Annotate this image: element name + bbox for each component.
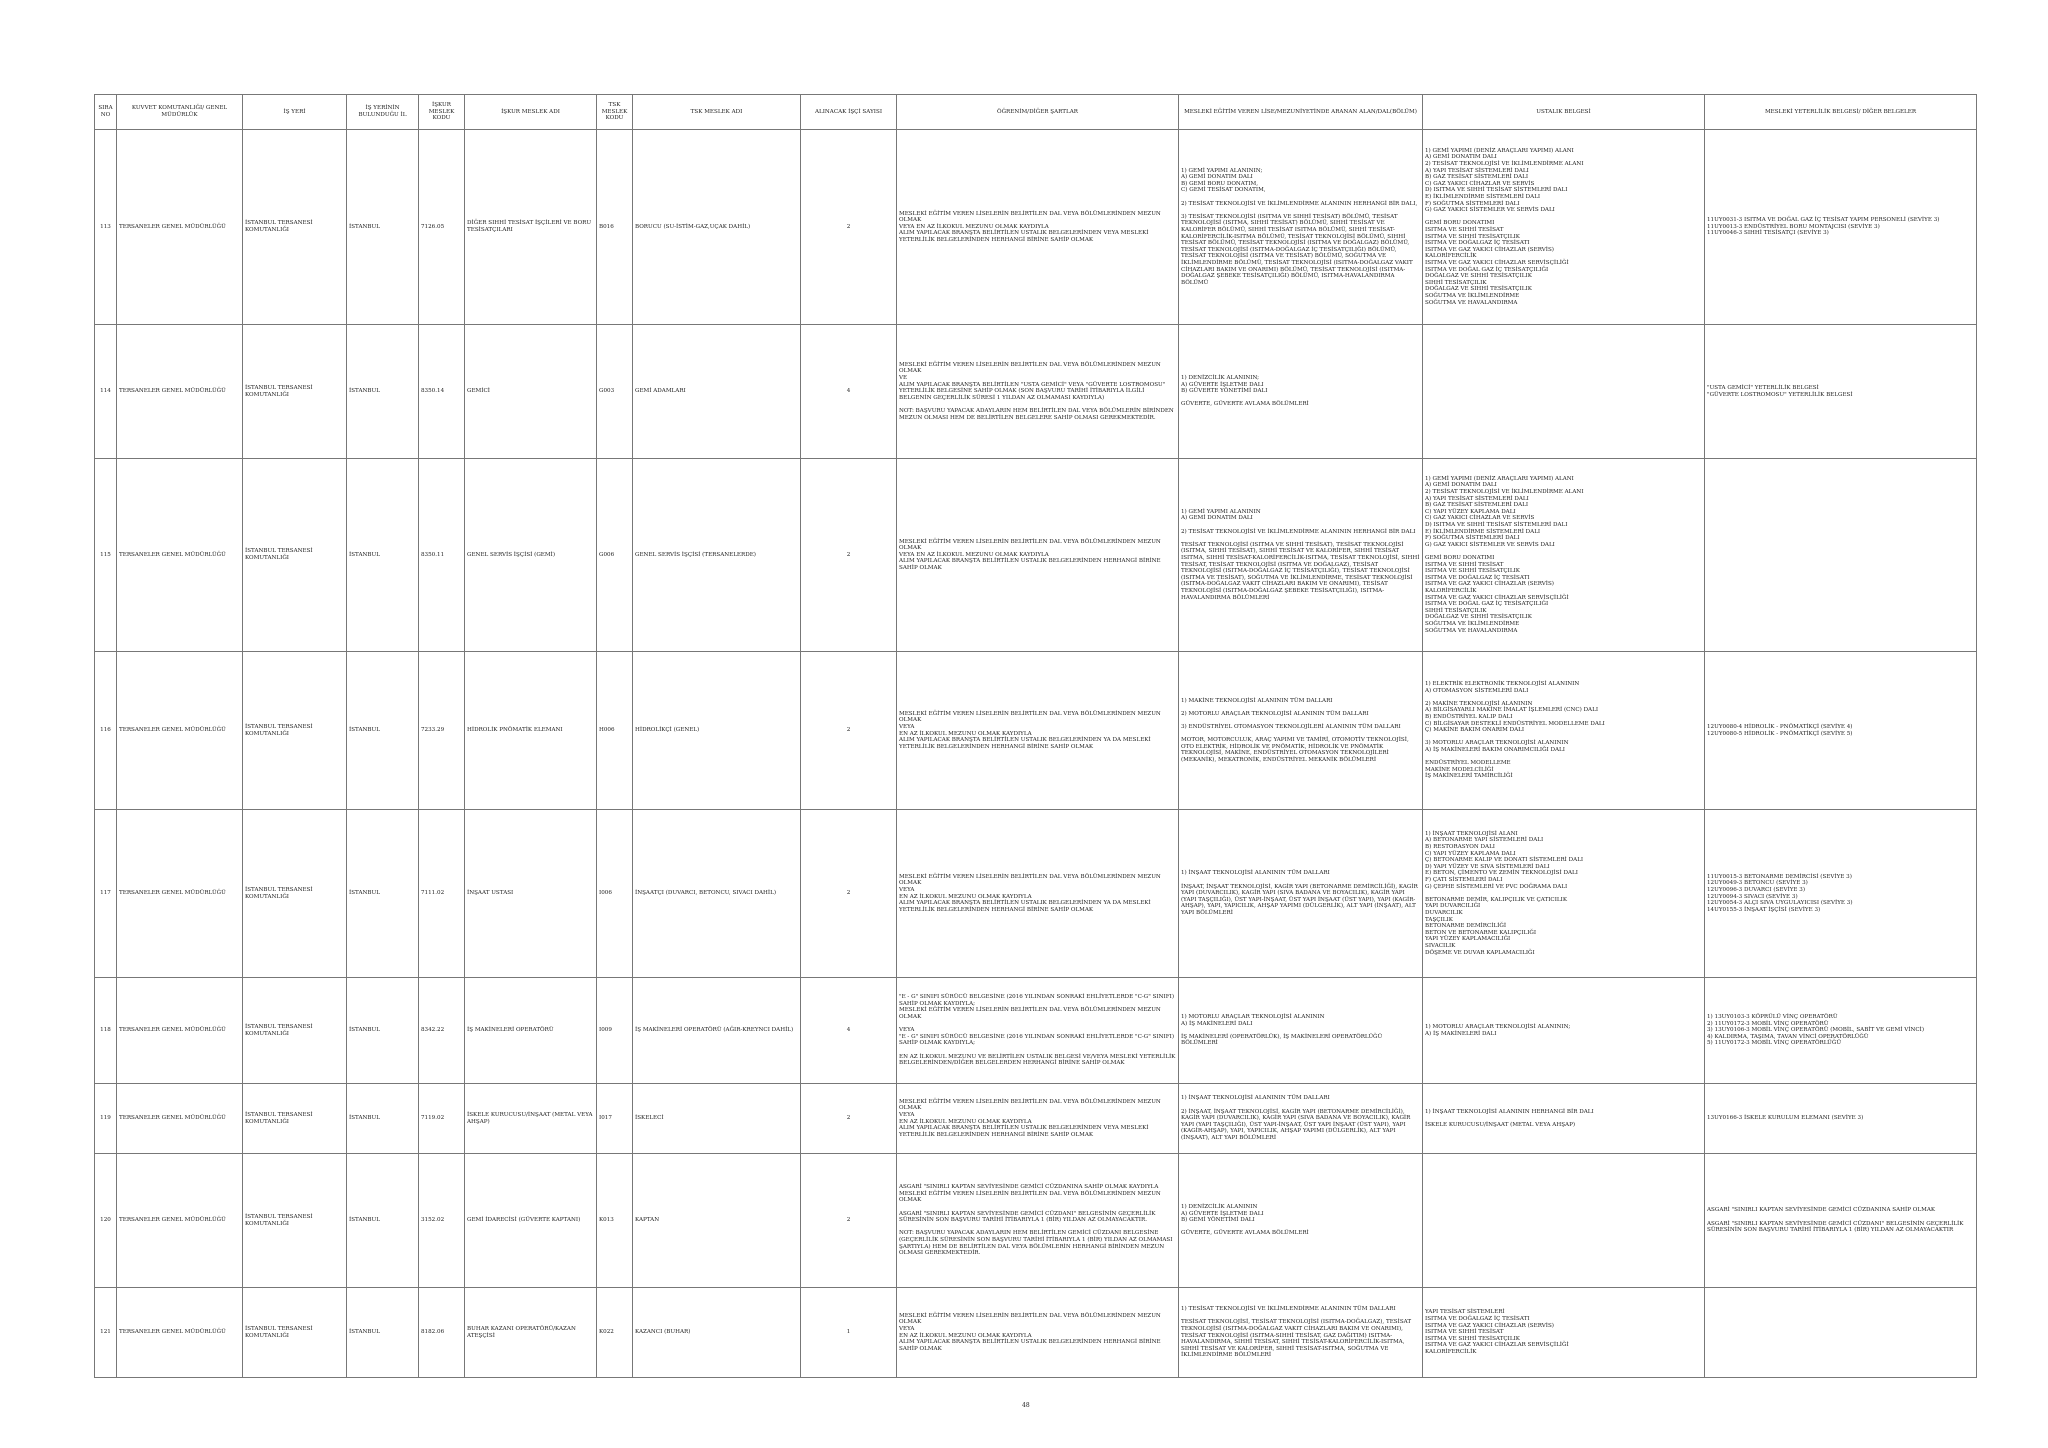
- cell-ustalik: 1) İNŞAAT TEKNOLOJİSİ ALANININ HERHANGİ BİR DALI İSKELE KURUCUSU/İNŞAAT (METAL VEYA AHŞAP): [1423, 1084, 1705, 1154]
- cell-il: İSTANBUL: [347, 1288, 419, 1378]
- cell-ogrenim: MESLEKİ EĞİTİM VEREN LİSELERİN BELİRTİLEN DAL VEYA BÖLÜMLERİNDEN MEZUN OLMAK VEYA EN AZ İLKOKUL MEZUNU OLMAK KAYDIYLA ALIM YAPILACAK BRANŞTA BELİRTİLEN USTALIK BELGELERİNDEN HERHANGİ BİRİNE SAHİP OLMAK: [897, 1288, 1179, 1378]
- cell-sayi: 4: [801, 978, 897, 1084]
- cell-ustalik: 1) İNŞAAT TEKNOLOJİSİ ALANI A) BETONARME YAPI SİSTEMLERİ DALI B) RESTORASYON DALI C) YAPI YÜZEY KAPLAMA DALI Ç) BETONARME KALIP VE DONATI SİSTEMLERİ DALI D) YAPI YÜZEY VE SIVA SİSTEMLERİ DALI E) BETON, ÇİMENTO VE ZEMİN TEKNOLOJİSİ DALI F) ÇATI SİSTEMLERİ DALI G) ÇEPHE SİSTEMLERİ VE PVC DOĞRAMA DALI BETONARME DEMİR, KALIPÇILIK VE ÇATICILIK YAPI DUVARCILIĞI DUVARCILIK TAŞÇILIK BETONARME DEMİRCİLİĞİ BETON VE BETONARME KALIPÇILIĞI YAPI YÜZEY KAPLAMACILIĞI SIVACILIK DÖŞEME VE DUVAR KAPLAMACILIĞI: [1423, 810, 1705, 978]
- cell-iskur-ad: DİĞER SIHHİ TESİSAT İŞÇİLERİ VE BORU TESİSATÇILARI: [465, 130, 597, 325]
- cell-isyeri: İSTANBUL TERSANESİ KOMUTANLIĞI: [243, 130, 347, 325]
- document-sheet: [94, 94, 1976, 1378]
- cell-iskur-ad: HİDROLİK PNÖMATİK ELEMANI: [465, 652, 597, 810]
- cell-tsk-kod: I017: [597, 1084, 633, 1154]
- cell-tsk-ad: BORUCU (SU-İSTİM-GAZ,UÇAK DAHİL): [633, 130, 801, 325]
- cell-alan: 1) DENİZCİLİK ALANININ; A) GÜVERTE İŞLETME DALI B) GÜVERTE YÖNETİMİ DALI GÜVERTE, GÜVERTE AVLAMA BÖLÜMLERİ: [1179, 325, 1423, 459]
- cell-komutanlik: TERSANELER GENEL MÜDÜRLÜĞÜ: [117, 810, 243, 978]
- cell-isyeri: İSTANBUL TERSANESİ KOMUTANLIĞI: [243, 978, 347, 1084]
- cell-alan: 1) MOTORLU ARAÇLAR TEKNOLOJİSİ ALANININ A) İŞ MAKİNELERİ DALI İŞ MAKİNELERİ (OPERATÖRLÜK), İŞ MAKİNELERİ OPERATÖRLÜĞÜ BÖLÜMLERİ: [1179, 978, 1423, 1084]
- cell-iskur-ad: BUHAR KAZANI OPERATÖRÜ/KAZAN ATEŞÇİSİ: [465, 1288, 597, 1378]
- cell-tsk-ad: İŞ MAKİNELERİ OPERATÖRÜ (AĞIR-KREYNCI DAHİL): [633, 978, 801, 1084]
- cell-sira: 115: [95, 459, 117, 652]
- cell-sayi: 2: [801, 130, 897, 325]
- cell-isyeri: İSTANBUL TERSANESİ KOMUTANLIĞI: [243, 652, 347, 810]
- cell-il: İSTANBUL: [347, 978, 419, 1084]
- cell-komutanlik: TERSANELER GENEL MÜDÜRLÜĞÜ: [117, 325, 243, 459]
- cell-alan: 1) DENİZCİLİK ALANININ A) GÜVERTE İŞLETME DALI B) GEMİ YÖNETİMİ DALI GÜVERTE, GÜVERTE AVLAMA BÖLÜMLERİ: [1179, 1154, 1423, 1288]
- cell-ustalik: [1423, 1154, 1705, 1288]
- cell-iskur-ad: İNŞAAT USTASI: [465, 810, 597, 978]
- cell-komutanlik: TERSANELER GENEL MÜDÜRLÜĞÜ: [117, 459, 243, 652]
- cell-ogrenim: ASGARİ "SINIRLI KAPTAN SEVİYESİNDE GEMİCİ CÜZDANINA SAHİP OLMAK KAYDIYLA MESLEKİ EĞİTİM VEREN LİSELERİN BELİRTİLEN DAL VEYA BÖLÜMLERİNDEN MEZUN OLMAK ASGARİ "SINIRLI KAPTAN SEVİYESİNDE GEMİCİ CÜZDANI" BELGESİNİN GEÇERLİLİK SÜRESİNİN SON BAŞVURU TARİHİ İTİBARIYLA 1 (BİR) YILDAN AZ OLMAYACAKTIR. NOT: BAŞVURU YAPACAK ADAYLARIN HEM BELİRTİLEN GEMİCİ CÜZDANI BELGESİNE (GEÇERLİLİK SÜRESİNİN SON BAŞVURU TARİHİ İTİBARIYLA 1 (BİR) YILDAN AZ OLMAMASI ŞARTIYLA) HEM DE BELİRTİLEN DAL VEYA BÖLÜMLERİN HERHANGİ BİRİNDEN MEZUN OLMASI GEREKMEKTEDİR.: [897, 1154, 1179, 1288]
- cell-iskur-kod: 8350.11: [419, 459, 465, 652]
- cell-isyeri: İSTANBUL TERSANESİ KOMUTANLIĞI: [243, 810, 347, 978]
- table-row: [95, 1154, 1977, 1288]
- header-tsk-ad: TSK MESLEK ADI: [633, 95, 801, 130]
- cell-tsk-kod: K013: [597, 1154, 633, 1288]
- cell-iskur-kod: 8182.06: [419, 1288, 465, 1378]
- cell-tsk-kod: B016: [597, 130, 633, 325]
- cell-yeterlilik: ASGARİ "SINIRLI KAPTAN SEVİYESİNDE GEMİCİ CÜZDANINA SAHİP OLMAK ASGARİ "SINIRLI KAPTAN SEVİYESİNDE GEMİCİ CÜZDANI" BELGESİNİN GEÇERLİLİK SÜRESİNİN SON BAŞVURU TARİHİ İTİBARIYLA 1 (BİR) YILDAN AZ OLMAYACAKTIR: [1705, 1154, 1977, 1288]
- table-row: [95, 652, 1977, 810]
- cell-yeterlilik: "USTA GEMİCİ" YETERLİLİK BELGESİ "GÜVERTE LOSTROMOSU" YETERLİLİK BELGESİ: [1705, 325, 1977, 459]
- cell-sira: 119: [95, 1084, 117, 1154]
- header-iskur-kod: İŞKUR MESLEK KODU: [419, 95, 465, 130]
- cell-alan: 1) İNŞAAT TEKNOLOJİSİ ALANININ TÜM DALLARI İNŞAAT, İNŞAAT TEKNOLOJİSİ, KAGİR YAPI (BETONARME DEMİRCİLİĞİ), KAGİR YAPI (DUVARCILIK), KAGİR YAPI (SIVA BADANA VE BOYACILIK), KAGİR YAPI (YAPI TAŞÇILIĞI), ÜST YAPI-İNŞAAT, ÜST YAPI İNŞAAT (ÜST YAPI), YAPI (KAGİR-AHŞAP), YAPI, YAPICILIK, AHŞAP YAPIMI (DÜLGERLİK), ALT YAPI (İNŞAAT), ALT YAPI BÖLÜMLERİ: [1179, 810, 1423, 978]
- table-row: [95, 130, 1977, 325]
- cell-sayi: 2: [801, 810, 897, 978]
- cell-komutanlik: TERSANELER GENEL MÜDÜRLÜĞÜ: [117, 978, 243, 1084]
- cell-il: İSTANBUL: [347, 810, 419, 978]
- cell-alan: 1) İNŞAAT TEKNOLOJİSİ ALANININ TÜM DALLARI 2) İNŞAAT, İNŞAAT TEKNOLOJİSİ, KAGİR YAPI (BETONARME DEMİRCİLİĞİ), KAGİR YAPI (DUVARCILIK), KAGİR YAPI (SIVA BADANA VE BOYACILIK), KAGİR YAPI (YAPI TAŞÇILIĞI), ÜST YAPI-İNŞAAT, ÜST YAPI İNŞAAT (ÜST YAPI), YAPI (KAGİR-AHŞAP), YAPI, YAPICILIK, AHŞAP YAPIMI (DÜLGERLİK), ALT YAPI (İNŞAAT), ALT YAPI BÖLÜMLERİ: [1179, 1084, 1423, 1154]
- cell-komutanlik: TERSANELER GENEL MÜDÜRLÜĞÜ: [117, 1084, 243, 1154]
- cell-tsk-ad: KAZANCI (BUHAR): [633, 1288, 801, 1378]
- cell-sira: 117: [95, 810, 117, 978]
- cell-ustalik: YAPI TESİSAT SİSTEMLERİ ISITMA VE DOĞALGAZ İÇ TESİSATI ISITMA VE GAZ YAKICI CİHAZLAR (SERVİS) ISITMA VE SIHHİ TESİSAT ISITMA VE SIHHİ TESİSATÇILIK ISITMA VE GAZ YAKICI CİHAZLAR SERVİSÇİLİĞİ KALORİFERCİLİK: [1423, 1288, 1705, 1378]
- cell-alan: 1) GEMİ YAPIMI ALANININ A) GEMİ DONATIM DALI 2) TESİSAT TEKNOLOJİSİ VE İKLİMLENDİRME ALANININ HERHANGİ BİR DALI TESİSAT TEKNOLOJİSİ (ISITMA VE SIHHİ TESİSAT), TESİSAT TEKNOLOJİSİ (ISITMA, SIHHİ TESİSAT), SIHHİ TESİSAT VE KALORİFER, SIHHİ TESİSAT ISITMA, SIHHİ TESİSAT-KALORİFERCİLİK-ISITMA, TESİSAT TEKNOLOJİSİ, SIHHİ TESİSAT, TESİSAT TEKNOLOJİSİ (ISITMA VE DOĞALGAZ), TESİSAT TEKNOLOJİSİ (ISITMA-DOĞALGAZ İÇ TESİSATÇILIĞI), TESİSAT TEKNOLOJİSİ (ISITMA VE TESİSAT), SOĞUTMA VE İKLİMLENDİRME, TESİSAT TEKNOLOJİSİ (ISITMA-DOĞALGAZ VAKIT CİHAZLARI BAKIM VE ONARIMI), TESİSAT TEKNOLOJİSİ (ISITMA-DOĞALGAZ ŞEBEKE TESİSATÇILIĞI), ISITMA-HAVALANDIRMA BÖLÜMLERİ: [1179, 459, 1423, 652]
- cell-sira: 118: [95, 978, 117, 1084]
- cell-ogrenim: MESLEKİ EĞİTİM VEREN LİSELERİN BELİRTİLEN DAL VEYA BÖLÜMLERİNDEN MEZUN OLMAK VE ALIM YAPILACAK BRANŞTA BELİRTİLEN "USTA GEMİCİ" VEYA "GÜVERTE LOSTROMOSU" YETERLİLİK BELGESİNE SAHİP OLMAK (SON BAŞVURU TARİHİ İTİBARIYLA İLGİLİ BELGENİN GEÇERLİLİK SÜRESİ 1 YILDAN AZ OLMAMASI KAYDIYLA) NOT: BAŞVURU YAPACAK ADAYLARIN HEM BELİRTİLEN DAL VEYA BÖLÜMLERİN BİRİNDEN MEZUN OLMASI HEM DE BELİRTİLEN BELGELERE SAHİP OLMASI GEREKMEKTEDİR.: [897, 325, 1179, 459]
- cell-tsk-ad: KAPTAN: [633, 1154, 801, 1288]
- header-alan: MESLEKİ EĞİTİM VEREN LİSE/MEZUNİYETİNDE ARANAN ALAN/DAL(BÖLÜM): [1179, 95, 1423, 130]
- cell-komutanlik: TERSANELER GENEL MÜDÜRLÜĞÜ: [117, 652, 243, 810]
- cell-tsk-kod: I006: [597, 810, 633, 978]
- cell-yeterlilik: 11UY0031-3 ISITMA VE DOĞAL GAZ İÇ TESİSAT YAPIM PERSONELİ (SEVİYE 3) 11UY0013-3 ENDÜSTRİYEL BORU MONTAJCISI (SEVİYE 3) 11UY0046-3 SIHHİ TESİSATÇI (SEVİYE 3): [1705, 130, 1977, 325]
- header-tsk-kod: TSK MESLEK KODU: [597, 95, 633, 130]
- cell-iskur-ad: İŞ MAKİNELERİ OPERATÖRÜ: [465, 978, 597, 1084]
- cell-iskur-kod: 7111.02: [419, 810, 465, 978]
- cell-tsk-kod: G003: [597, 325, 633, 459]
- cell-il: İSTANBUL: [347, 325, 419, 459]
- header-ogrenim: ÖĞRENİM/DİĞER ŞARTLAR: [897, 95, 1179, 130]
- cell-iskur-ad: GEMİCİ: [465, 325, 597, 459]
- cell-tsk-ad: İSKELECİ: [633, 1084, 801, 1154]
- table-header-row: [95, 95, 1977, 130]
- cell-sira: 114: [95, 325, 117, 459]
- cell-iskur-kod: 8350.14: [419, 325, 465, 459]
- cell-ogrenim: MESLEKİ EĞİTİM VEREN LİSELERİN BELİRTİLEN DAL VEYA BÖLÜMLERİNDEN MEZUN OLMAK VEYA EN AZ İLKOKUL MEZUNU OLMAK KAYDIYLA ALIM YAPILACAK BRANŞTA BELİRTİLEN USTALIK BELGELERİNDEN VEYA MESLEKİ YETERLİLİK BELGELERİNDEN HERHANGİ BİRİNE SAHİP OLMAK: [897, 1084, 1179, 1154]
- cell-tsk-kod: G006: [597, 459, 633, 652]
- cell-ogrenim: MESLEKİ EĞİTİM VEREN LİSELERİN BELİRTİLEN DAL VEYA BÖLÜMLERİNDEN MEZUN OLMAK VEYA EN AZ İLKOKUL MEZUNU OLMAK KAYDIYLA ALIM YAPILACAK BRANŞTA BELİRTİLEN USTALIK BELGELERİNDEN YA DA MESLEKİ YETERLİLİK BELGELERİNDEN HERHANGİ BİRİNE SAHİP OLMAK: [897, 652, 1179, 810]
- table-row: [95, 978, 1977, 1084]
- table-row: [95, 1084, 1977, 1154]
- table-row: [95, 1288, 1977, 1378]
- cell-ustalik: 1) MOTORLU ARAÇLAR TEKNOLOJİSİ ALANININ; A) İŞ MAKİNELERİ DALI: [1423, 978, 1705, 1084]
- cell-ustalik: [1423, 325, 1705, 459]
- cell-komutanlik: TERSANELER GENEL MÜDÜRLÜĞÜ: [117, 130, 243, 325]
- cell-sayi: 2: [801, 652, 897, 810]
- cell-il: İSTANBUL: [347, 1084, 419, 1154]
- cell-yeterlilik: [1705, 1288, 1977, 1378]
- cell-tsk-ad: GENEL SERVİS İŞÇİSİ (TERSANELERDE): [633, 459, 801, 652]
- cell-alan: 1) GEMİ YAPIMI ALANININ; A) GEMİ DONATIM DALI B) GEMİ BORU DONATIM, C) GEMİ TESİSAT DONATIM, 2) TESİSAT TEKNOLOJİSİ VE İKLİMLENDİRME ALANININ HERHANGİ BİR DALI, 3) TESİSAT TEKNOLOJİSİ (ISITMA VE SIHHİ TESİSAT) BÖLÜMÜ, TESİSAT TEKNOLOJİSİ (ISITMA, SIHHİ TESİSAT) BÖLÜMÜ, SIHHİ TESİSAT VE KALORİFER BÖLÜMÜ, SIHHİ TESİSAT ISITMA BÖLÜMÜ, SIHHİ TESİSAT-KALORİFERCİLİK-ISITMA BÖLÜMÜ, TESİSAT TEKNOLOJİSİ BÖLÜMÜ, SIHHİ TESİSAT BÖLÜMÜ, TESİSAT TEKNOLOJİSİ (ISITMA VE DOĞALGAZ) BÖLÜMÜ, TESİSAT TEKNOLOJİSİ (ISITMA-DOĞALGAZ İÇ TESİSATÇILIĞI) BÖLÜMÜ, TESİSAT TEKNOLOJİSİ (ISITMA VE TESİSAT) BÖLÜMÜ, SOĞUTMA VE İKLİMLENDİRME BÖLÜMÜ, TESİSAT TEKNOLOJİSİ (ISITMA-DOĞALGAZ VAKIT CİHAZLARI BAKIM VE ONARIMI) BÖLÜMÜ, TESİSAT TEKNOLOJİSİ (ISITMA-DOĞALGAZ ŞEBEKE TESİSATÇILIĞI) BÖLÜMÜ, ISITMA-HAVALANDIRMA BÖLÜMÜ: [1179, 130, 1423, 325]
- cell-sayi: 2: [801, 459, 897, 652]
- header-sira: SIRA NO: [95, 95, 117, 130]
- cell-tsk-ad: İNŞAATÇI (DUVARCI, BETONCU, SIVACI DAHİL): [633, 810, 801, 978]
- cell-iskur-kod: 7119.02: [419, 1084, 465, 1154]
- cell-yeterlilik: 12UY0080-4 HİDROLİK - PNÖMATİKÇİ (SEVİYE 4) 12UY0080-5 HİDROLİK - PNÖMATİKÇİ (SEVİYE 5): [1705, 652, 1977, 810]
- cell-ustalik: 1) ELEKTRİK ELEKTRONİK TEKNOLOJİSİ ALANININ A) OTOMASYON SİSTEMLERİ DALI 2) MAKİNE TEKNOLOJİSİ ALANININ A) BİLGİSAYARLI MAKİNE İMALAT İŞLEMLERİ (CNC) DALI B) ENDÜSTRİYEL KALIP DALI C) BİLGİSAYAR DESTEKLİ ENDÜSTRİYEL MODELLEME DALI Ç) MAKİNE BAKIM ONARIM DALI 3) MOTORLU ARAÇLAR TEKNOLOJİSİ ALANININ A) İŞ MAKİNELERİ BAKIM ONARIMCILIĞI DALI ENDÜSTRİYEL MODELLEME MAKİNE MODELCİLİĞİ İŞ MAKİNELERİ TAMİRCİLİĞİ: [1423, 652, 1705, 810]
- cell-alan: 1) MAKİNE TEKNOLOJİSİ ALANININ TÜM DALLARI 2) MOTORLU ARAÇLAR TEKNOLOJİSİ ALANININ TÜM DALLARI 3) ENDÜSTRİYEL OTOMASYON TEKNOLOJİLERİ ALANININ TÜM DALLARI MOTOR, MOTORCULUK, ARAÇ YAPIMI VE TAMİRİ, OTOMOTİV TEKNOLOJİSİ, OTO ELEKTRİK, HİDROLİK VE PNÖMATİK, HİDROLİK VE PNÖMATİK TEKNOLOJİSİ, MAKİNE, ENDÜSTRİYEL OTOMASYON TEKNOLOJİLERİ (MEKANİK), MEKATRONİK, ENDÜSTRİYEL MEKANİK BÖLÜMLERİ: [1179, 652, 1423, 810]
- cell-iskur-ad: İSKELE KURUCUSU/İNŞAAT (METAL VEYA AHŞAP): [465, 1084, 597, 1154]
- table-row: [95, 325, 1977, 459]
- header-isyeri: İŞ YERİ: [243, 95, 347, 130]
- cell-sira: 113: [95, 130, 117, 325]
- header-il: İŞ YERİNİN BULUNDUĞU İL: [347, 95, 419, 130]
- cell-alan: 1) TESİSAT TEKNOLOJİSİ VE İKLİMLENDİRME ALANININ TÜM DALLARI TESİSAT TEKNOLOJİSİ, TESİSAT TEKNOLOJİSİ (ISITMA-DOĞALGAZ), TESİSAT TEKNOLOJİSİ (ISITMA-DOĞALGAZ VAKIT CİHAZLARI BAKIM VE ONARIMI), TESİSAT TEKNOLOJİSİ (ISITMA-SIHHİ TESİSAT, GAZ DAĞITIM) ISITMA-HAVALANDIRMA, SIHHİ TESİSAT, SIHHİ TESİSAT-KALORİFERCİLİK-ISITMA, SIHHİ TESİSAT VE KALORİFER, SIHHİ TESİSAT-ISITMA, SOĞUTMA VE İKLİMLENDİRME BÖLÜMLERİ: [1179, 1288, 1423, 1378]
- cell-yeterlilik: 13UY0166-3 İSKELE KURULUM ELEMANI (SEVİYE 3): [1705, 1084, 1977, 1154]
- table-row: [95, 459, 1977, 652]
- page-number: 48: [1022, 1402, 1030, 1409]
- cell-komutanlik: TERSANELER GENEL MÜDÜRLÜĞÜ: [117, 1288, 243, 1378]
- cell-sayi: 4: [801, 325, 897, 459]
- cell-iskur-ad: GEMİ İDARECİSİ (GÜVERTE KAPTANI): [465, 1154, 597, 1288]
- cell-sira: 120: [95, 1154, 117, 1288]
- cell-iskur-ad: GENEL SERVİS İŞÇİSİ (GEMİ): [465, 459, 597, 652]
- cell-sayi: 1: [801, 1288, 897, 1378]
- cell-sayi: 2: [801, 1084, 897, 1154]
- cell-il: İSTANBUL: [347, 459, 419, 652]
- cell-isyeri: İSTANBUL TERSANESİ KOMUTANLIĞI: [243, 325, 347, 459]
- cell-sira: 121: [95, 1288, 117, 1378]
- cell-iskur-kod: 7233.29: [419, 652, 465, 810]
- cell-isyeri: İSTANBUL TERSANESİ KOMUTANLIĞI: [243, 459, 347, 652]
- cell-il: İSTANBUL: [347, 652, 419, 810]
- header-sayi: ALINACAK İŞÇİ SAYISI: [801, 95, 897, 130]
- cell-yeterlilik: [1705, 459, 1977, 652]
- cell-iskur-kod: 7126.05: [419, 130, 465, 325]
- cell-sayi: 2: [801, 1154, 897, 1288]
- header-komutanlik: KUVVET KOMUTANLIĞI/ GENEL MÜDÜRLÜK: [117, 95, 243, 130]
- cell-il: İSTANBUL: [347, 1154, 419, 1288]
- job-listing-table: [94, 94, 1977, 1378]
- cell-il: İSTANBUL: [347, 130, 419, 325]
- header-ustalik: USTALIK BELGESİ: [1423, 95, 1705, 130]
- cell-isyeri: İSTANBUL TERSANESİ KOMUTANLIĞI: [243, 1288, 347, 1378]
- cell-ogrenim: MESLEKİ EĞİTİM VEREN LİSELERİN BELİRTİLEN DAL VEYA BÖLÜMLERİNDEN MEZUN OLMAK VEYA EN AZ İLKOKUL MEZUNU OLMAK KAYDIYLA ALIM YAPILACAK BRANŞTA BELİRTİLEN USTALIK BELGELERİNDEN HERHANGİ BİRİNE SAHİP OLMAK: [897, 459, 1179, 652]
- cell-tsk-kod: H006: [597, 652, 633, 810]
- cell-tsk-kod: K022: [597, 1288, 633, 1378]
- cell-iskur-kod: 8342.22: [419, 978, 465, 1084]
- cell-ogrenim: MESLEKİ EĞİTİM VEREN LİSELERİN BELİRTİLEN DAL VEYA BÖLÜMLERİNDEN MEZUN OLMAK VEYA EN AZ İLKOKUL MEZUNU OLMAK KAYDIYLA ALIM YAPILACAK BRANŞTA BELİRTİLEN USTALIK BELGELERİNDEN YA DA MESLEKİ YETERLİLİK BELGELERİNDEN HERHANGİ BİRİNE SAHİP OLMAK: [897, 810, 1179, 978]
- cell-ogrenim: "E - G" SINIFI SÜRÜCÜ BELGESİNE (2016 YILINDAN SONRAKİ EHLİYETLERDE "C-G" SINIFI) SAHİP OLMAK KAYDIYLA; MESLEKİ EĞİTİM VEREN LİSELERİN BELİRTİLEN DAL VEYA BÖLÜMLERİNDEN MEZUN OLMAK VEYA "E - G" SINIFI SÜRÜCÜ BELGESİNE (2016 YILINDAN SONRAKİ EHLİYETLERDE "C-G" SINIFI) SAHİP OLMAK KAYDIYLA; EN AZ İLKOKUL MEZUNU VE BELİRTİLEN USTALIK BELGESİ VE/VEYA MESLEKİ YETERLİLİK BELGELERİNDEN/DİĞER BELGELERDEN HERHANGİ BİRİNE SAHİP OLMAK: [897, 978, 1179, 1084]
- cell-tsk-kod: I009: [597, 978, 633, 1084]
- cell-komutanlik: TERSANELER GENEL MÜDÜRLÜĞÜ: [117, 1154, 243, 1288]
- cell-ustalik: 1) GEMİ YAPIMI (DENİZ ARAÇLARI YAPIMI) ALANI A) GEMİ DONATIM DALI 2) TESİSAT TEKNOLOJİSİ VE İKLİMLENDİRME ALANI A) YAPI TESİSAT SİSTEMLERİ DALI B) GAZ TESİSAT SİSTEMLERİ DALI C) YAPI YÜZEY KAPLAMA DALI C) GAZ YAKICI CİHAZLAR VE SERVİS D) ISITMA VE SIHHİ TESİSAT SİSTEMLERİ DALI E) İKLİMLENDİRME SİSTEMLERİ DALI F) SOĞUTMA SİSTEMLERİ DALI G) GAZ YAKICI SİSTEMLER VE SERVİS DALI GEMİ BORU DONATIMI ISITMA VE SIHHİ TESİSAT ISITMA VE SIHHİ TESİSATÇILIK ISITMA VE DOĞALGAZ İÇ TESİSATI ISITMA VE GAZ YAKICI CİHAZLAR (SERVİS) KALORİFERCİLİK ISITMA VE GAZ YAKICI CİHAZLAR SERVİSÇİLİĞİ ISITMA VE DOĞAL GAZ İÇ TESİSATÇILIĞI SIHHİ TESİSATÇILIK DOĞALGAZ VE SIHHİ TESİSATÇILIK SOĞUTMA VE İKLİMLENDİRME SOĞUTMA VE HAVALANDIRMA: [1423, 459, 1705, 652]
- table-row: [95, 810, 1977, 978]
- cell-yeterlilik: 11UY0015-3 BETONARME DEMİRCİSİ (SEVİYE 3) 12UY0049-3 BETONCU (SEVİYE 3) 12UY0096-3 DUVARCI (SEVİYE 3) 12UY0094-3 SIVACI (SEVİYE 3) 12UY0054-3 ALÇI SIVA UYGULAYICISI (SEVİYE 3) 14UY0155-3 İNŞAAT İŞÇİSİ (SEVİYE 3): [1705, 810, 1977, 978]
- cell-yeterlilik: 1) 13UY0103-3 KÖPRÜLÜ VİNÇ OPERATÖRÜ 2) 11UY0172-3 MOBİL VİNÇ OPERATÖRÜ 3) 13UY0106-3 MOBİL VİNÇ OPERATÖRÜ (MOBİL, SABİT VE GEMİ VİNCİ) 4) KALDIRMA, TAŞIMA, TAVAN VİNCİ OPERATÖRLÜĞÜ 5) 11UY0172-3 MOBİL VİNÇ OPERATÖRLÜĞÜ: [1705, 978, 1977, 1084]
- cell-ustalik: 1) GEMİ YAPIMI (DENİZ ARAÇLARI YAPIMI) ALANI A) GEMİ DONATIM DALI 2) TESİSAT TEKNOLOJİSİ VE İKLİMLENDİRME ALANI A) YAPI TESİSAT SİSTEMLERİ DALI B) GAZ TESİSAT SİSTEMLERİ DALI C) GAZ YAKICI CİHAZLAR VE SERVİS D) ISITMA VE SIHHİ TESİSAT SİSTEMLERİ DALI E) İKLİMLENDİRME SİSTEMLERİ DALI F) SOĞUTMA SİSTEMLERİ DALI G) GAZ YAKICI SİSTEMLER VE SERVİS DALI GEMİ BORU DONATIMI ISITMA VE SIHHİ TESİSAT ISITMA VE SIHHİ TESİSATÇILIK ISITMA VE DOĞALGAZ İÇ TESİSATI ISITMA VE GAZ YAKICI CİHAZLAR (SERVİS) KALORİFERCİLİK ISITMA VE GAZ YAKICI CİHAZLAR SERVİSÇİLİĞİ ISITMA VE DOĞAL GAZ İÇ TESİSATÇILIĞI DOĞALGAZ VE SIHHİ TESİSATÇILIK SIHHİ TESİSATÇILIK DOĞALGAZ VE SIHHİ TESİSATÇILIK SOĞUTMA VE İKLİMLENDİRME SOĞUTMA VE HAVALANDIRMA: [1423, 130, 1705, 325]
- cell-isyeri: İSTANBUL TERSANESİ KOMUTANLIĞI: [243, 1084, 347, 1154]
- cell-isyeri: İSTANBUL TERSANESİ KOMUTANLIĞI: [243, 1154, 347, 1288]
- cell-tsk-ad: HİDROLİKÇİ (GENEL): [633, 652, 801, 810]
- header-yeterlilik: MESLEKİ YETERLİLİK BELGESİ/ DİĞER BELGELER: [1705, 95, 1977, 130]
- cell-ogrenim: MESLEKİ EĞİTİM VEREN LİSELERİN BELİRTİLEN DAL VEYA BÖLÜMLERİNDEN MEZUN OLMAK VEYA EN AZ İLKOKUL MEZUNU OLMAK KAYDIYLA ALIM YAPILACAK BRANŞTA BELİRTİLEN USTALIK BELGELERİNDEN VEYA MESLEKİ YETERLİLİK BELGELERİNDEN HERHANGİ BİRİNE SAHİP OLMAK: [897, 130, 1179, 325]
- cell-tsk-ad: GEMİ ADAMLARI: [633, 325, 801, 459]
- cell-sira: 116: [95, 652, 117, 810]
- cell-iskur-kod: 3152.02: [419, 1154, 465, 1288]
- header-iskur-ad: İŞKUR MESLEK ADI: [465, 95, 597, 130]
